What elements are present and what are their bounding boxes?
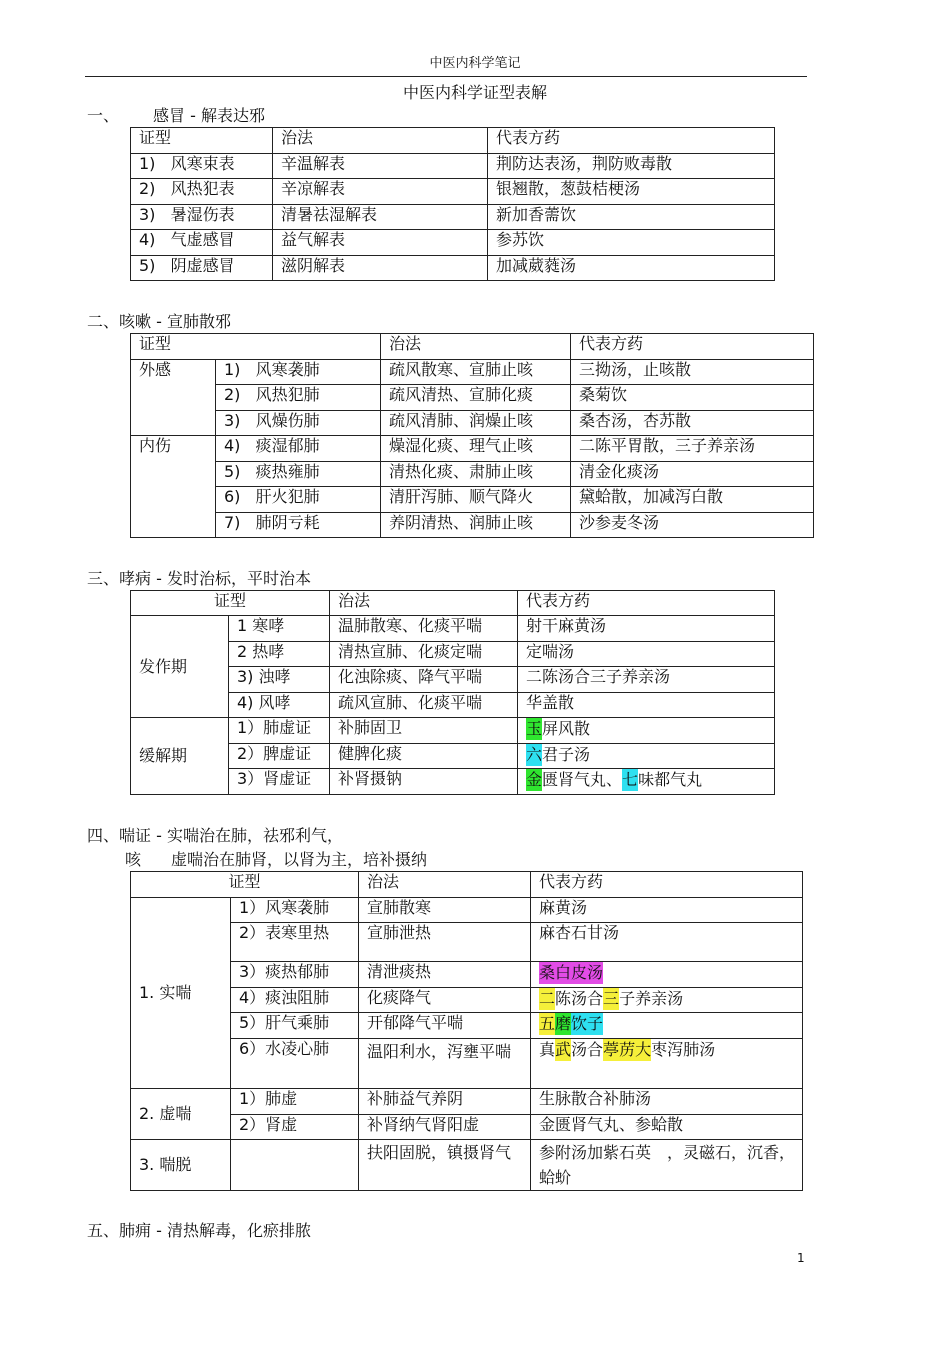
- highlight-green: 玉: [526, 719, 543, 738]
- method-cell: 宣肺泄热: [359, 923, 531, 962]
- formula-cell: 二陈汤合三子养亲汤: [531, 988, 803, 1013]
- type-cell: 1) 风寒束表: [131, 154, 273, 179]
- section-1-title: 感冒 - 解表达邪: [153, 106, 265, 125]
- section-3-heading: 三、哮病 - 发时治标，平时治本: [87, 569, 311, 588]
- formula-cell: 真武汤合葶苈大枣泻肺汤: [531, 1039, 803, 1089]
- highlight-yellow: 葶苈: [603, 1040, 636, 1059]
- header-formula: 代表方药: [571, 334, 814, 360]
- formula-cell: 金匮肾气丸、参蛤散: [531, 1115, 803, 1140]
- method-cell: 补肺益气养阴: [359, 1089, 531, 1115]
- highlight-yellow: 五: [539, 1014, 556, 1033]
- header-formula: 代表方药: [531, 872, 803, 898]
- header-method: 治法: [381, 334, 571, 360]
- highlight-green: 磨: [555, 1014, 572, 1033]
- table-row: [131, 923, 803, 962]
- method-cell: 疏风宣肺、化痰平喘: [330, 693, 518, 718]
- method-cell: 辛温解表: [273, 154, 488, 179]
- method-cell: 清泄痰热: [359, 962, 531, 988]
- highlight-cyan: 六: [526, 745, 543, 764]
- header-type: 证型: [131, 128, 273, 154]
- header-type: 证型: [131, 591, 330, 616]
- formula-cell: 加减葳蕤汤: [488, 256, 775, 281]
- formula-cell: 华盖散: [518, 693, 775, 718]
- group-cell: 3. 喘脱: [131, 1140, 231, 1191]
- table-row: [131, 962, 803, 988]
- table-row: [131, 462, 814, 487]
- formula-cell: 射干麻黄汤: [518, 616, 775, 642]
- table-row: [131, 513, 814, 538]
- formula-cell: 桑杏汤，杏苏散: [571, 411, 814, 436]
- method-cell: 滋阴解表: [273, 256, 488, 281]
- type-cell: 4) 风哮: [229, 693, 330, 718]
- highlight-yellow: 二: [539, 989, 556, 1008]
- table-row: [131, 616, 775, 642]
- header-formula: 代表方药: [488, 128, 775, 154]
- method-cell: 温阳利水，泻壅平喘: [359, 1039, 531, 1089]
- method-cell: 补肾纳气肾阳虚: [359, 1115, 531, 1140]
- method-cell: 清肝泻肺、顺气降火: [381, 487, 571, 513]
- table-row: [131, 411, 814, 436]
- table-row: [131, 179, 775, 205]
- highlight-cyan: 七: [622, 770, 639, 789]
- method-cell: 健脾化痰: [330, 744, 518, 769]
- table-cold: [130, 127, 775, 281]
- type-cell: 5) 阴虚感冒: [131, 256, 273, 281]
- table-row: [131, 1039, 803, 1089]
- table-row: [131, 436, 814, 462]
- type-cell: 1）肺虚: [231, 1089, 359, 1115]
- group-cell: 2. 虚喘: [131, 1089, 231, 1140]
- formula-cell: 银翘散，葱鼓桔梗汤: [488, 179, 775, 205]
- formula-cell: 六君子汤: [518, 744, 775, 769]
- type-cell: 2) 风热犯肺: [216, 385, 381, 411]
- method-cell: 扶阳固脱，镇摄肾气: [359, 1140, 531, 1191]
- method-cell: 补肾摄钠: [330, 769, 518, 795]
- table-cough: [130, 333, 814, 538]
- type-cell: 1 寒哮: [229, 616, 330, 642]
- table-row: [131, 487, 814, 513]
- formula-cell: 沙参麦冬汤: [571, 513, 814, 538]
- formula-cell: 定喘汤: [518, 642, 775, 667]
- type-cell: 4) 气虚感冒: [131, 230, 273, 256]
- section-5-heading: 五、肺痈 - 清热解毒，化瘀排脓: [87, 1221, 311, 1240]
- type-cell: 5）肝气乘肺: [231, 1013, 359, 1039]
- method-cell: 宣肺散寒: [359, 898, 531, 923]
- group-cell: 内伤: [131, 436, 216, 538]
- method-cell: 温肺散寒、化痰平喘: [330, 616, 518, 642]
- table-row: [131, 1115, 803, 1140]
- document-title: 中医内科学证型表解: [402, 83, 547, 102]
- method-cell: 清暑祛湿解表: [273, 205, 488, 230]
- group-cell: 发作期: [131, 616, 229, 718]
- highlight-yellow: 武: [555, 1040, 572, 1059]
- table-row: [131, 385, 814, 411]
- table-row: [131, 1013, 803, 1039]
- header-formula: 代表方药: [518, 591, 775, 616]
- method-cell: 清热宣肺、化痰定喘: [330, 642, 518, 667]
- formula-cell: 参苏饮: [488, 230, 775, 256]
- type-cell: 3) 风燥伤肺: [216, 411, 381, 436]
- table-row: [131, 988, 803, 1013]
- group-cell: 缓解期: [131, 718, 229, 795]
- type-cell: 4）痰浊阻肺: [231, 988, 359, 1013]
- highlight-cyan: 饮子: [571, 1014, 604, 1033]
- table-row: [131, 256, 775, 281]
- type-cell: 7) 肺阴亏耗: [216, 513, 381, 538]
- group-cell: 1. 实喘: [131, 898, 231, 1089]
- table-row: [131, 1140, 803, 1191]
- highlight-yellow: 三: [603, 989, 620, 1008]
- type-cell: 2）脾虚证: [229, 744, 330, 769]
- header-type: 证型: [131, 872, 359, 898]
- method-cell: 补肺固卫: [330, 718, 518, 744]
- header-method: 治法: [273, 128, 488, 154]
- type-cell: 3）肾虚证: [229, 769, 330, 795]
- table-dyspnea: [130, 871, 803, 1191]
- table-row: [131, 205, 775, 230]
- type-cell: 1）风寒袭肺: [231, 898, 359, 923]
- formula-cell: 金匮肾气丸、七味都气丸: [518, 769, 775, 795]
- method-cell: 燥湿化痰、理气止咳: [381, 436, 571, 462]
- section-4-heading: 四、喘证 - 实喘治在肺，祛邪利气，: [87, 826, 343, 845]
- type-cell: 3) 浊哮: [229, 667, 330, 693]
- page-number: 1: [797, 1251, 805, 1265]
- method-cell: 辛凉解表: [273, 179, 488, 205]
- method-cell: 养阴清热、润肺止咳: [381, 513, 571, 538]
- type-cell: 5) 痰热雍肺: [216, 462, 381, 487]
- section-2-heading: 二、咳嗽 - 宣肺散邪: [87, 312, 231, 331]
- running-header: 中医内科学笔记: [429, 56, 521, 71]
- type-cell: 2）肾虚: [231, 1115, 359, 1140]
- table-asthma: [130, 590, 775, 795]
- highlight-yellow: 大: [635, 1040, 652, 1059]
- method-cell: 化痰降气: [359, 988, 531, 1013]
- section-1-heading: [87, 103, 265, 126]
- formula-cell: [531, 1013, 803, 1039]
- header-method: 治法: [330, 591, 518, 616]
- type-cell: 3）痰热郁肺: [231, 962, 359, 988]
- type-cell: [231, 1140, 359, 1191]
- highlight-green: 金: [526, 770, 543, 789]
- method-cell: 益气解表: [273, 230, 488, 256]
- type-cell: 6) 肝火犯肺: [216, 487, 381, 513]
- formula-cell: 麻黄汤: [531, 898, 803, 923]
- formula-cell: 二陈平胃散，三子养亲汤: [571, 436, 814, 462]
- formula-cell: 参附汤加紫石英 ，灵磁石，沉香，蛤蚧: [531, 1140, 803, 1191]
- type-cell: 2）表寒里热: [231, 923, 359, 962]
- type-cell: 1）肺虚证: [229, 718, 330, 744]
- section-1-number: 一、: [87, 106, 120, 125]
- formula-cell: 二陈汤合三子养亲汤: [518, 667, 775, 693]
- table-row: [131, 718, 775, 744]
- section-4-subheading: 咳 虚喘治在肺肾，以肾为主，培补摄纳: [125, 850, 428, 869]
- formula-cell: 新加香薷饮: [488, 205, 775, 230]
- table-row: [131, 154, 775, 179]
- formula-cell: 黛蛤散，加减泻白散: [571, 487, 814, 513]
- formula-cell: 桑菊饮: [571, 385, 814, 411]
- type-cell: 3) 暑湿伤表: [131, 205, 273, 230]
- type-cell: 6）水凌心肺: [231, 1039, 359, 1089]
- type-cell: 2) 风热犯表: [131, 179, 273, 205]
- formula-cell: 荆防达表汤，荆防败毒散: [488, 154, 775, 179]
- highlight-magenta: 桑白皮汤: [539, 963, 604, 982]
- method-cell: 疏风清热、宣肺化痰: [381, 385, 571, 411]
- formula-cell: [531, 962, 803, 988]
- method-cell: 化浊除痰、降气平喘: [330, 667, 518, 693]
- header-method: 治法: [359, 872, 531, 898]
- table-row: [131, 230, 775, 256]
- formula-cell: 清金化痰汤: [571, 462, 814, 487]
- header-rule: [85, 76, 807, 77]
- formula-cell: 生脉散合补肺汤: [531, 1089, 803, 1115]
- type-cell: 1) 风寒袭肺: [216, 360, 381, 385]
- formula-cell: 三拗汤，止咳散: [571, 360, 814, 385]
- table-row: [131, 360, 814, 385]
- method-cell: 疏风清肺、润燥止咳: [381, 411, 571, 436]
- type-cell: 2 热哮: [229, 642, 330, 667]
- type-cell: 4) 痰湿郁肺: [216, 436, 381, 462]
- formula-cell: 玉屏风散: [518, 718, 775, 744]
- method-cell: 清热化痰、肃肺止咳: [381, 462, 571, 487]
- formula-cell: 麻杏石甘汤: [531, 923, 803, 962]
- method-cell: 开郁降气平喘: [359, 1013, 531, 1039]
- table-row: [131, 1089, 803, 1115]
- header-type: 证型: [131, 334, 381, 360]
- group-cell: 外感: [131, 360, 216, 436]
- table-row: [131, 898, 803, 923]
- method-cell: 疏风散寒、宣肺止咳: [381, 360, 571, 385]
